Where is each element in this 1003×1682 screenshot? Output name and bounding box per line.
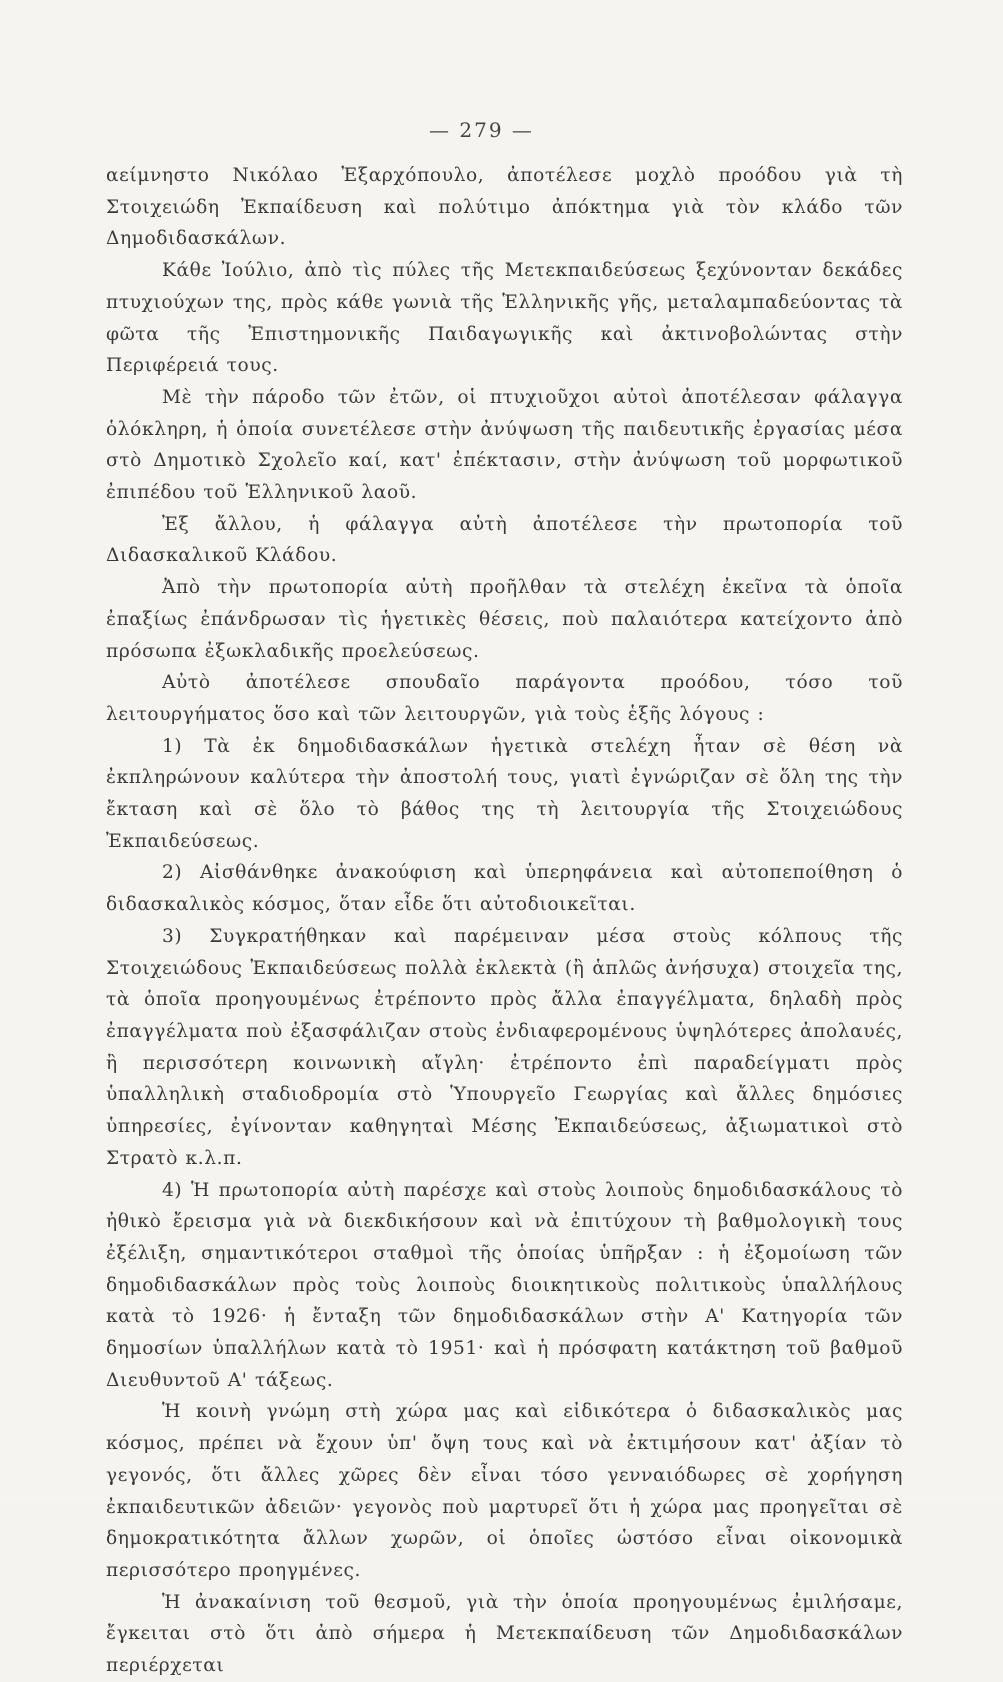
list-item-2: 2) Αἰσθάνθηκε ἀνακούφιση καὶ ὑπερηφάνεια καὶ αὐτοπεποίθηση ὁ διδασκαλικὸς κόσμος, ὅταν εἶδε ὅτι αὐτοδιοικεῖται. (106, 862, 903, 916)
list-item-1: 1) Τὰ ἐκ δημοδιδασκάλων ἡγετικὰ στελέχη ἦταν σὲ θέση νὰ ἐκπληρώνουν καλύτερα τὴν ἀποστολή τους, γιατὶ ἐγνώριζαν σὲ ὅλη της τὴν ἔκταση καὶ σὲ ὅλο τὸ βάθος της τὴ λειτουργία τῆς Στοιχειώδους Ἐκπαιδεύσεως. (106, 735, 903, 852)
paragraph: Ἀπὸ τὴν πρωτοπορία αὐτὴ προῆλθαν τὰ στελέχη ἐκεῖνα τὰ ὁποῖα ἐπαξίως ἐπάνδρωσαν τὶς ἡγετικὲς θέσεις, ποὺ παλαιότερα κατείχοντο ἀπὸ πρόσωπα ἐξωκλαδικῆς προελεύσεως. (106, 577, 903, 662)
paragraph: Αὐτὸ ἀποτέλεσε σπουδαῖο παράγοντα προόδου, τόσο τοῦ λειτουργήματος ὅσο καὶ τῶν λειτουργῶν, γιὰ τοὺς ἑξῆς λόγους : (106, 672, 903, 725)
page-number: — 279 — (429, 118, 534, 142)
paragraph: Μὲ τὴν πάροδο τῶν ἐτῶν, οἱ πτυχιοῦχοι αὐτοὶ ἀποτέλεσαν φάλαγγα ὁλόκληρη, ἡ ὁποία συνετέλεσε στὴν ἀνύψωση τῆς παιδευτικῆς ἐργασίας μέσα στὸ Δημοτικὸ Σχολεῖο καί, κατ' ἐπέκτασιν, στὴν ἀνύψωση τοῦ μορφωτικοῦ ἐπιπέδου τοῦ Ἑλληνικοῦ λαοῦ. (106, 386, 903, 504)
list-item-3: 3) Συγκρατήθηκαν καὶ παρέμειναν μέσα στοὺς κόλπους τῆς Στοιχειώδους Ἐκπαιδεύσεως πολλὰ ἐκλεκτὰ (ἢ ἁπλῶς ἀνήσυχα) στοιχεῖα της, τὰ ὁποῖα προηγουμένως ἐτρέποντο πρὸς ἄλλα ἐπαγγέλματα, δηλαδὴ πρὸς ἐπαγγέλματα ποὺ ἐξασφάλιζαν στοὺς ἐνδιαφερομένους ὑψηλότερες ἀπολαυές, ἢ περισσότερη κοινωνικὴ αἴγλη· ἐτρέποντο ἐπὶ παραδείγματι πρὸς ὑπαλληλικὴ σταδιοδρομία στὸ Ὑπουργεῖο Γεωργίας καὶ ἄλλες δημόσιες ὑπηρεσίες, ἐγίνονταν καθηγηταὶ Μέσης Ἐκπαιδεύσεως, ἀξιωματικοὶ στὸ Στρατὸ κ.λ.π. (106, 925, 903, 1169)
paragraph: Ἡ κοινὴ γνώμη στὴ χώρα μας καὶ εἰδικότερα ὁ διδασκαλικὸς μας κόσμος, πρέπει νὰ ἔχουν ὑπ' ὄψη τους καὶ νὰ ἐκτιμήσουν κατ' ἀξίαν τὸ γεγονός, ὅτι ἄλλες χῶρες δὲν εἶναι τόσο γενναιόδωρες σὲ χορήγηση ἐκπαιδευτικῶν ἀδειῶν· γεγονὸς ποὺ μαρτυρεῖ ὅτι ἡ χώρα μας προηγεῖται σὲ δημοκρατικότητα ἄλλων χωρῶν, οἱ ὁποῖες ὡστόσο εἶναι οἰκονομικὰ περισσότερο προηγμένες. (106, 1401, 903, 1581)
paragraph: αείμνηστο Νικόλαο Ἐξαρχόπουλο, ἀποτέλεσε μοχλὸ προόδου γιὰ τὴ Στοιχειώδη Ἐκπαίδευση καὶ πολύτιμο ἀπόκτημα γιὰ τὸν κλάδο τῶν Δημοδιδασκάλων. (106, 165, 903, 250)
body-text (106, 160, 903, 1682)
paragraph: Κάθε Ἰούλιο, ἀπὸ τὶς πύλες τῆς Μετεκπαιδεύσεως ξεχύνονταν δεκάδες πτυχιούχων της, πρὸς κάθε γωνιὰ τῆς Ἑλληνικῆς γῆς, μεταλαμπαδεύοντας τὰ φῶτα τῆς Ἐπιστημονικῆς Παιδαγωγικῆς καὶ ἀκτινοβολώντας στὴν Περιφέρειά τους. (106, 260, 903, 377)
list-item-4: 4) Ἡ πρωτοπορία αὐτὴ παρέσχε καὶ στοὺς λοιποὺς δημοδιδασκάλους τὸ ἠθικὸ ἔρεισμα γιὰ νὰ διεκδικήσουν καὶ νὰ ἐπιτύχουν τὴ βαθμολογικὴ τους ἐξέλιξη, σημαντικότεροι σταθμοὶ τῆς ὁποίας ὑπῆρξαν : ἡ ἐξομοίωση τῶν δημοδιδασκάλων πρὸς τοὺς λοιποὺς διοικητικοὺς πολιτικοὺς ὑπαλλήλους κατὰ τὸ 1926· ἡ ἔνταξη τῶν δημοδιδασκάλων στὴν Α' Κατηγορία τῶν δημοσίων ὑπαλλήλων κατὰ τὸ 1951· καὶ ἡ πρόσφατη κατάκτηση τοῦ βαθμοῦ Διευθυντοῦ Α' τάξεως. (106, 1179, 903, 1391)
paragraph: Ἡ ἀνακαίνιση τοῦ θεσμοῦ, γιὰ τὴν ὁποία προηγουμένως ἐμιλήσαμε, ἔγκειται στὸ ὅτι ἀπὸ σήμερα ἡ Μετεκπαίδευση τῶν Δημοδιδασκάλων περιέρχεται (106, 1591, 903, 1677)
paragraph: Ἐξ ἄλλου, ἡ φάλαγγα αὐτὴ ἀποτέλεσε τὴν πρωτοπορία τοῦ Διδασκαλικοῦ Κλάδου. (106, 513, 903, 567)
